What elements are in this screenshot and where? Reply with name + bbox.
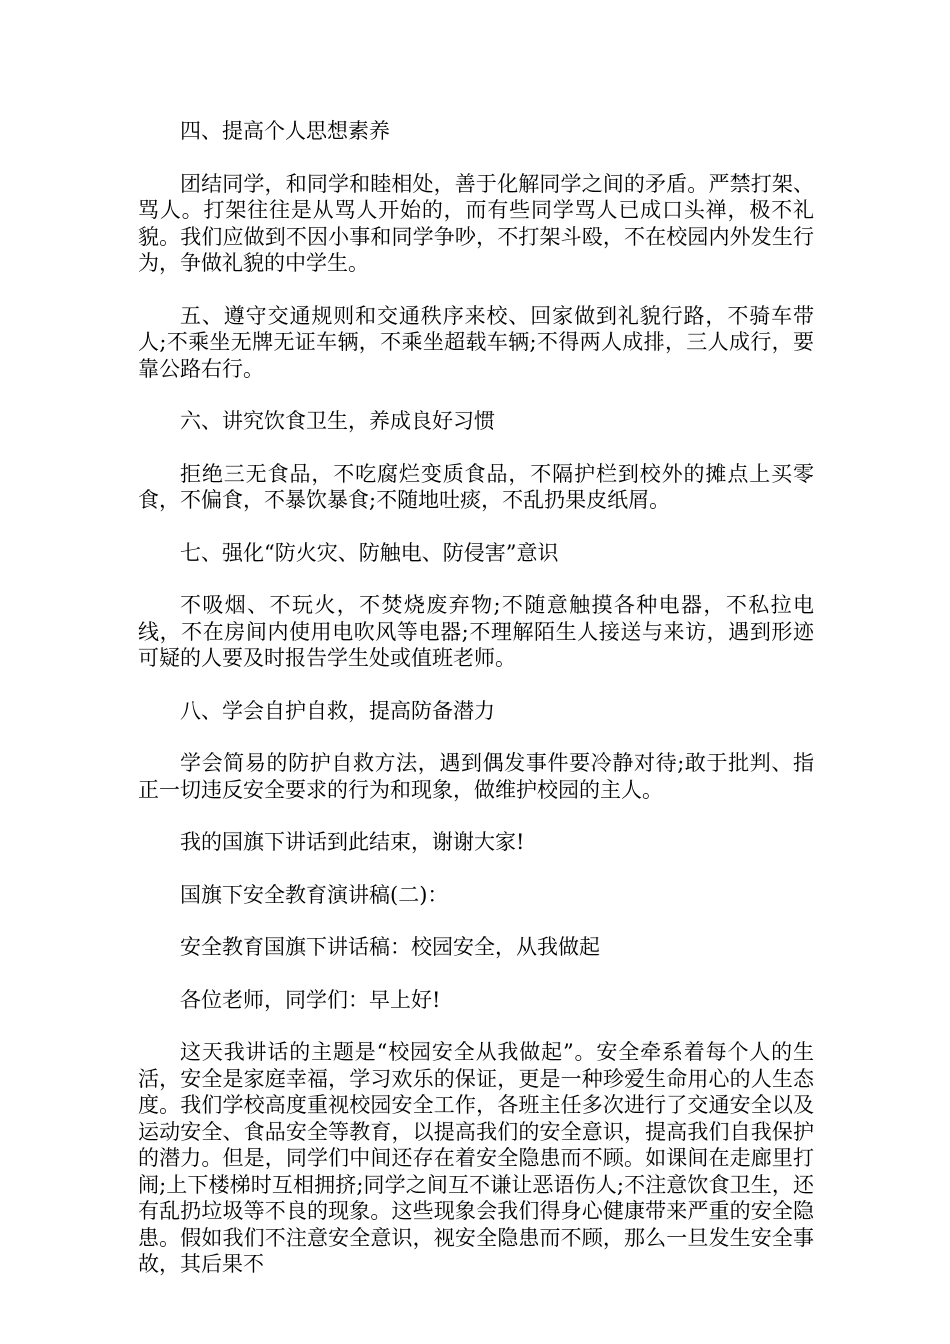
body-paragraph: 拒绝三无食品，不吃腐烂变质食品，不隔护栏到校外的摊点上买零食，不偏食，不暴饮暴食;不随地吐痰，不乱扔果皮纸屑。	[138, 461, 814, 512]
section-heading-4: 四、提高个人思想素养	[180, 119, 390, 143]
body-paragraph: 不吸烟、不玩火，不焚烧废弃物;不随意触摸各种电器，不私拉电线，不在房间内使用电吹风等电器;不理解陌生人接送与来访，遇到形迹可疑的人要及时报告学生处或值班老师。	[138, 593, 814, 670]
section-heading-8: 八、学会自护自救，提高防备潜力	[180, 698, 495, 723]
body-paragraph: 这天我讲话的主题是“校园安全从我做起”。安全牵系着每个人的生活，安全是家庭幸福，学习欢乐的保证，更是一种珍爱生命用心的人生态度。我们学校高度重视校园安全工作，各班主任多次进行了交通安全以及运动安全、食品安全等教育，以提高我们的安全意识，提高我们自我保护的潜力。但是，同学们中间还存在着安全隐患而不顾。如课间在走廊里打闹;上下楼梯时互相拥挤;同学之间互不谦让恶语伤人;不注意饮食卫生，还有乱扔垃圾等不良的现象。这些现象会我们得身心健康带来严重的安全隐患。假如我们不注意安全意识，视安全隐患而不顾，那么一旦发生安全事故，其后果不	[138, 1040, 814, 1276]
section-heading-6: 六、讲究饮食卫生，养成良好习惯	[180, 409, 495, 433]
greeting-line: 各位老师，同学们：早上好!	[180, 987, 441, 1012]
closing-line: 我的国旗下讲话到此结束，谢谢大家!	[180, 830, 525, 854]
speech-title: 国旗下安全教育演讲稿(二)：	[180, 882, 449, 907]
section-heading-7: 七、强化“防火灾、防触电、防侵害”意识	[180, 540, 559, 565]
document-page	[138, 118, 814, 1304]
section-paragraph-5: 五、遵守交通规则和交通秩序来校、回家做到礼貌行路，不骑车带人;不乘坐无牌无证车辆，不乘坐超载车辆;不得两人成排，三人成行，要靠公路右行。	[138, 303, 814, 381]
body-paragraph: 团结同学，和同学和睦相处，善于化解同学之间的矛盾。严禁打架、骂人。打架往往是从骂人开始的，而有些同学骂人已成口头禅，极不礼貌。我们应做到不因小事和同学争吵，不打架斗殴，不在校园内外发生行为，争做礼貌的中学生。	[138, 171, 814, 275]
body-paragraph: 学会简易的防护自救方法，遇到偶发事件要冷静对待;敢于批判、指正一切违反安全要求的行为和现象，做维护校园的主人。	[138, 751, 814, 802]
speech-subtitle: 安全教育国旗下讲话稿：校园安全，从我做起	[180, 935, 600, 959]
